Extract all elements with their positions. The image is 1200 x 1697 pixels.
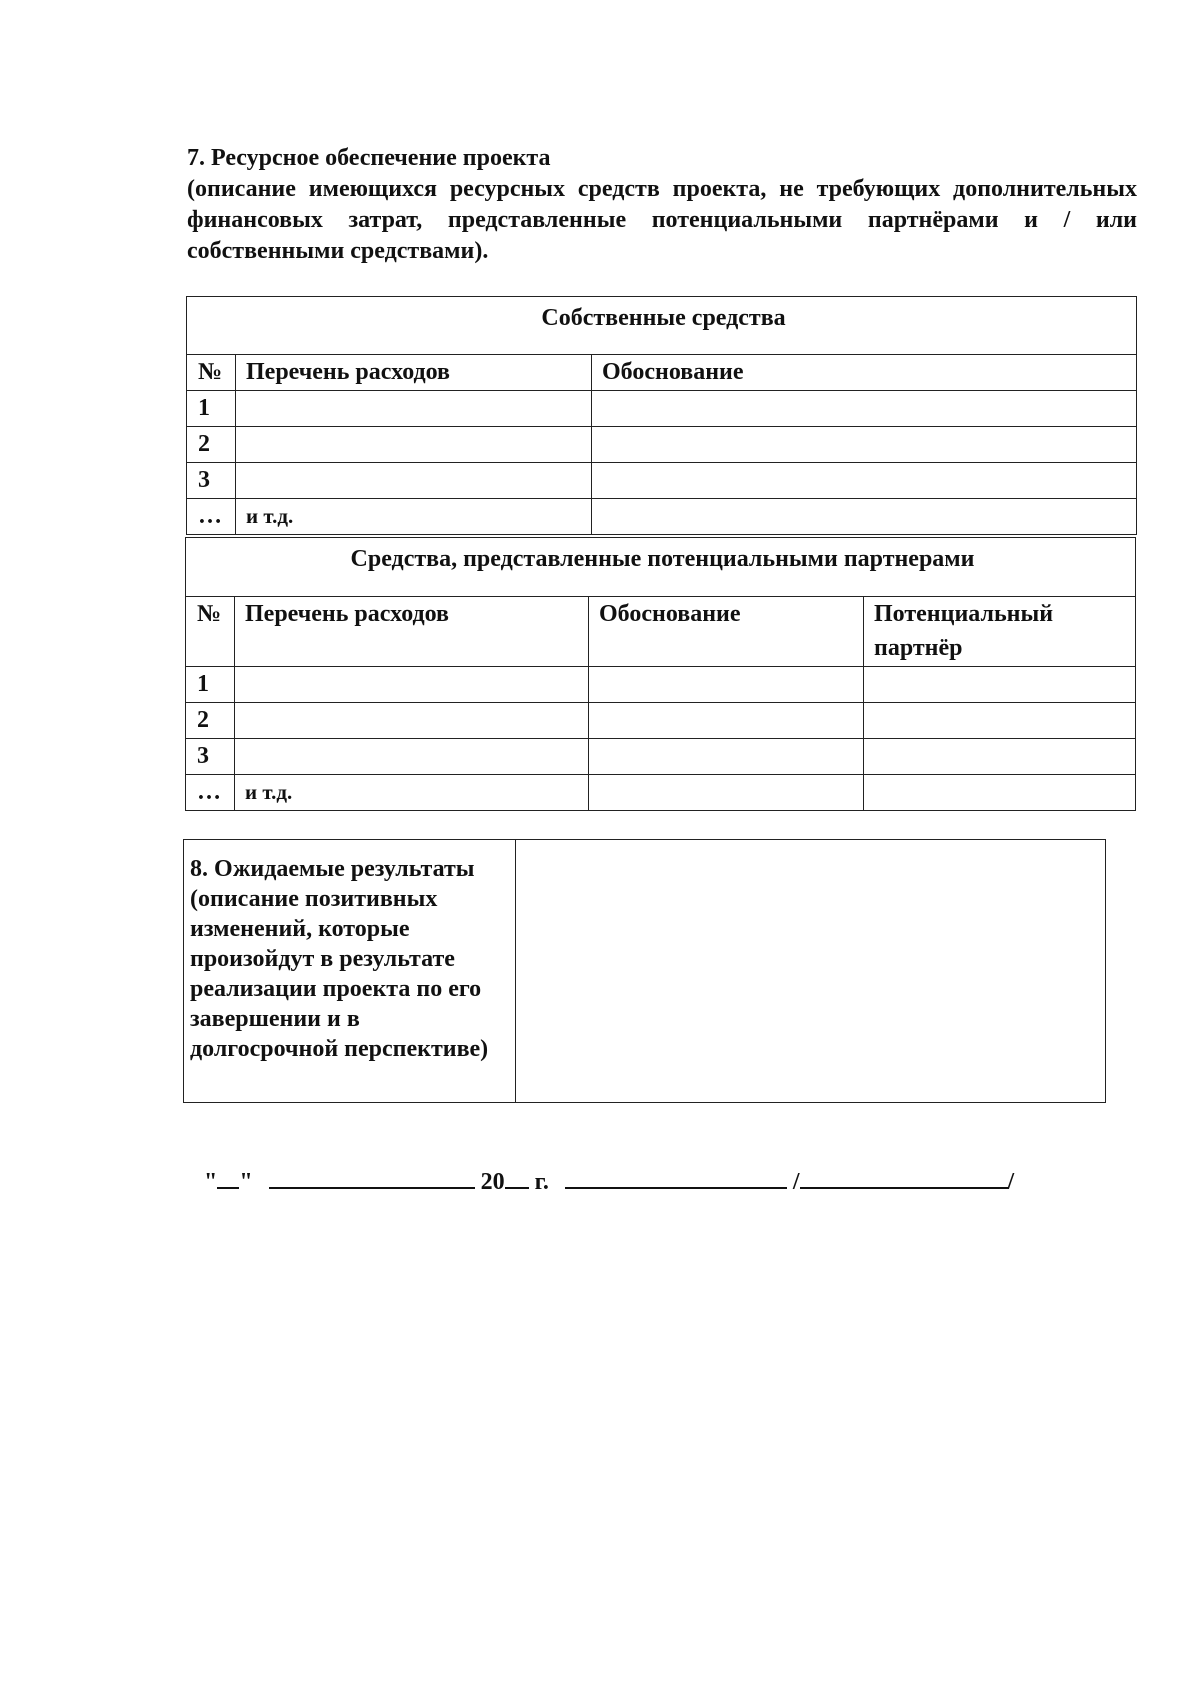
- column-header-justification: Обоснование: [592, 355, 1137, 391]
- section-7-description: (описание имеющихся ресурсных средств проекта, не требующих дополнительных финансовых затрат, представленные потенциальными партнёрами и / или собственными средствами).: [187, 176, 1137, 264]
- expense-cell[interactable]: [235, 739, 589, 775]
- expected-results-label: 8. Ожидаемые результаты (описание позитивных изменений, которые произойдут в результате реализации проекта по его завершении и в долгосрочной перспективе): [184, 840, 516, 1103]
- expected-results-field[interactable]: [516, 840, 1106, 1103]
- expected-results-table: [183, 839, 1106, 1103]
- column-header-number: №: [186, 597, 235, 667]
- signature-slash-1: /: [792, 1169, 800, 1195]
- own-funds-table: [186, 296, 1137, 535]
- table-row: [187, 463, 1137, 499]
- year-suffix: г.: [534, 1169, 549, 1195]
- day-blank[interactable]: [217, 1163, 239, 1189]
- partner-cell[interactable]: [864, 775, 1136, 811]
- row-number: 3: [187, 463, 236, 499]
- table-row: [187, 391, 1137, 427]
- table-row: [186, 775, 1136, 811]
- table-row: [186, 667, 1136, 703]
- justification-cell[interactable]: [592, 463, 1137, 499]
- partner-cell[interactable]: [864, 739, 1136, 775]
- justification-cell[interactable]: [589, 775, 864, 811]
- table-row: [187, 499, 1137, 535]
- justification-cell[interactable]: [589, 667, 864, 703]
- day-quote-open: ": [204, 1169, 218, 1195]
- column-header-number: №: [187, 355, 236, 391]
- column-header-justification: Обоснование: [589, 597, 864, 667]
- row-number: 2: [187, 427, 236, 463]
- row-number: 2: [186, 703, 235, 739]
- justification-cell[interactable]: [592, 499, 1137, 535]
- year-prefix: 20: [480, 1169, 505, 1195]
- section-7: [187, 143, 1137, 267]
- expense-cell[interactable]: [235, 667, 589, 703]
- day-quote-close: ": [239, 1169, 253, 1195]
- table-row: [187, 427, 1137, 463]
- row-number: 3: [186, 739, 235, 775]
- expense-cell[interactable]: [236, 427, 592, 463]
- expense-cell[interactable]: [236, 463, 592, 499]
- row-number: …: [186, 775, 235, 811]
- column-header-expenses: Перечень расходов: [235, 597, 589, 667]
- row-number: 1: [187, 391, 236, 427]
- month-blank[interactable]: [269, 1163, 475, 1189]
- partner-funds-table: [185, 537, 1136, 811]
- expense-cell[interactable]: [235, 703, 589, 739]
- signature-slash-2: /: [1007, 1169, 1015, 1195]
- row-number: 1: [186, 667, 235, 703]
- justification-cell[interactable]: [592, 427, 1137, 463]
- partner-funds-caption: Средства, представленные потенциальными партнерами: [186, 538, 1136, 597]
- signature-blank[interactable]: [565, 1163, 787, 1189]
- signature-line: [204, 1163, 1014, 1196]
- section-7-heading: 7. Ресурсное обеспечение проекта: [187, 145, 551, 171]
- year-blank[interactable]: [505, 1163, 529, 1189]
- column-header-expenses: Перечень расходов: [236, 355, 592, 391]
- column-header-partner: Потенциальный партнёр: [864, 597, 1136, 667]
- name-blank[interactable]: [800, 1163, 1008, 1189]
- table-row: [186, 703, 1136, 739]
- expense-cell[interactable]: и т.д.: [235, 775, 589, 811]
- expense-cell[interactable]: и т.д.: [236, 499, 592, 535]
- row-number: …: [187, 499, 236, 535]
- justification-cell[interactable]: [589, 703, 864, 739]
- justification-cell[interactable]: [589, 739, 864, 775]
- partner-cell[interactable]: [864, 703, 1136, 739]
- own-funds-caption: Собственные средства: [187, 297, 1137, 355]
- expense-cell[interactable]: [236, 391, 592, 427]
- table-row: [186, 739, 1136, 775]
- partner-cell[interactable]: [864, 667, 1136, 703]
- justification-cell[interactable]: [592, 391, 1137, 427]
